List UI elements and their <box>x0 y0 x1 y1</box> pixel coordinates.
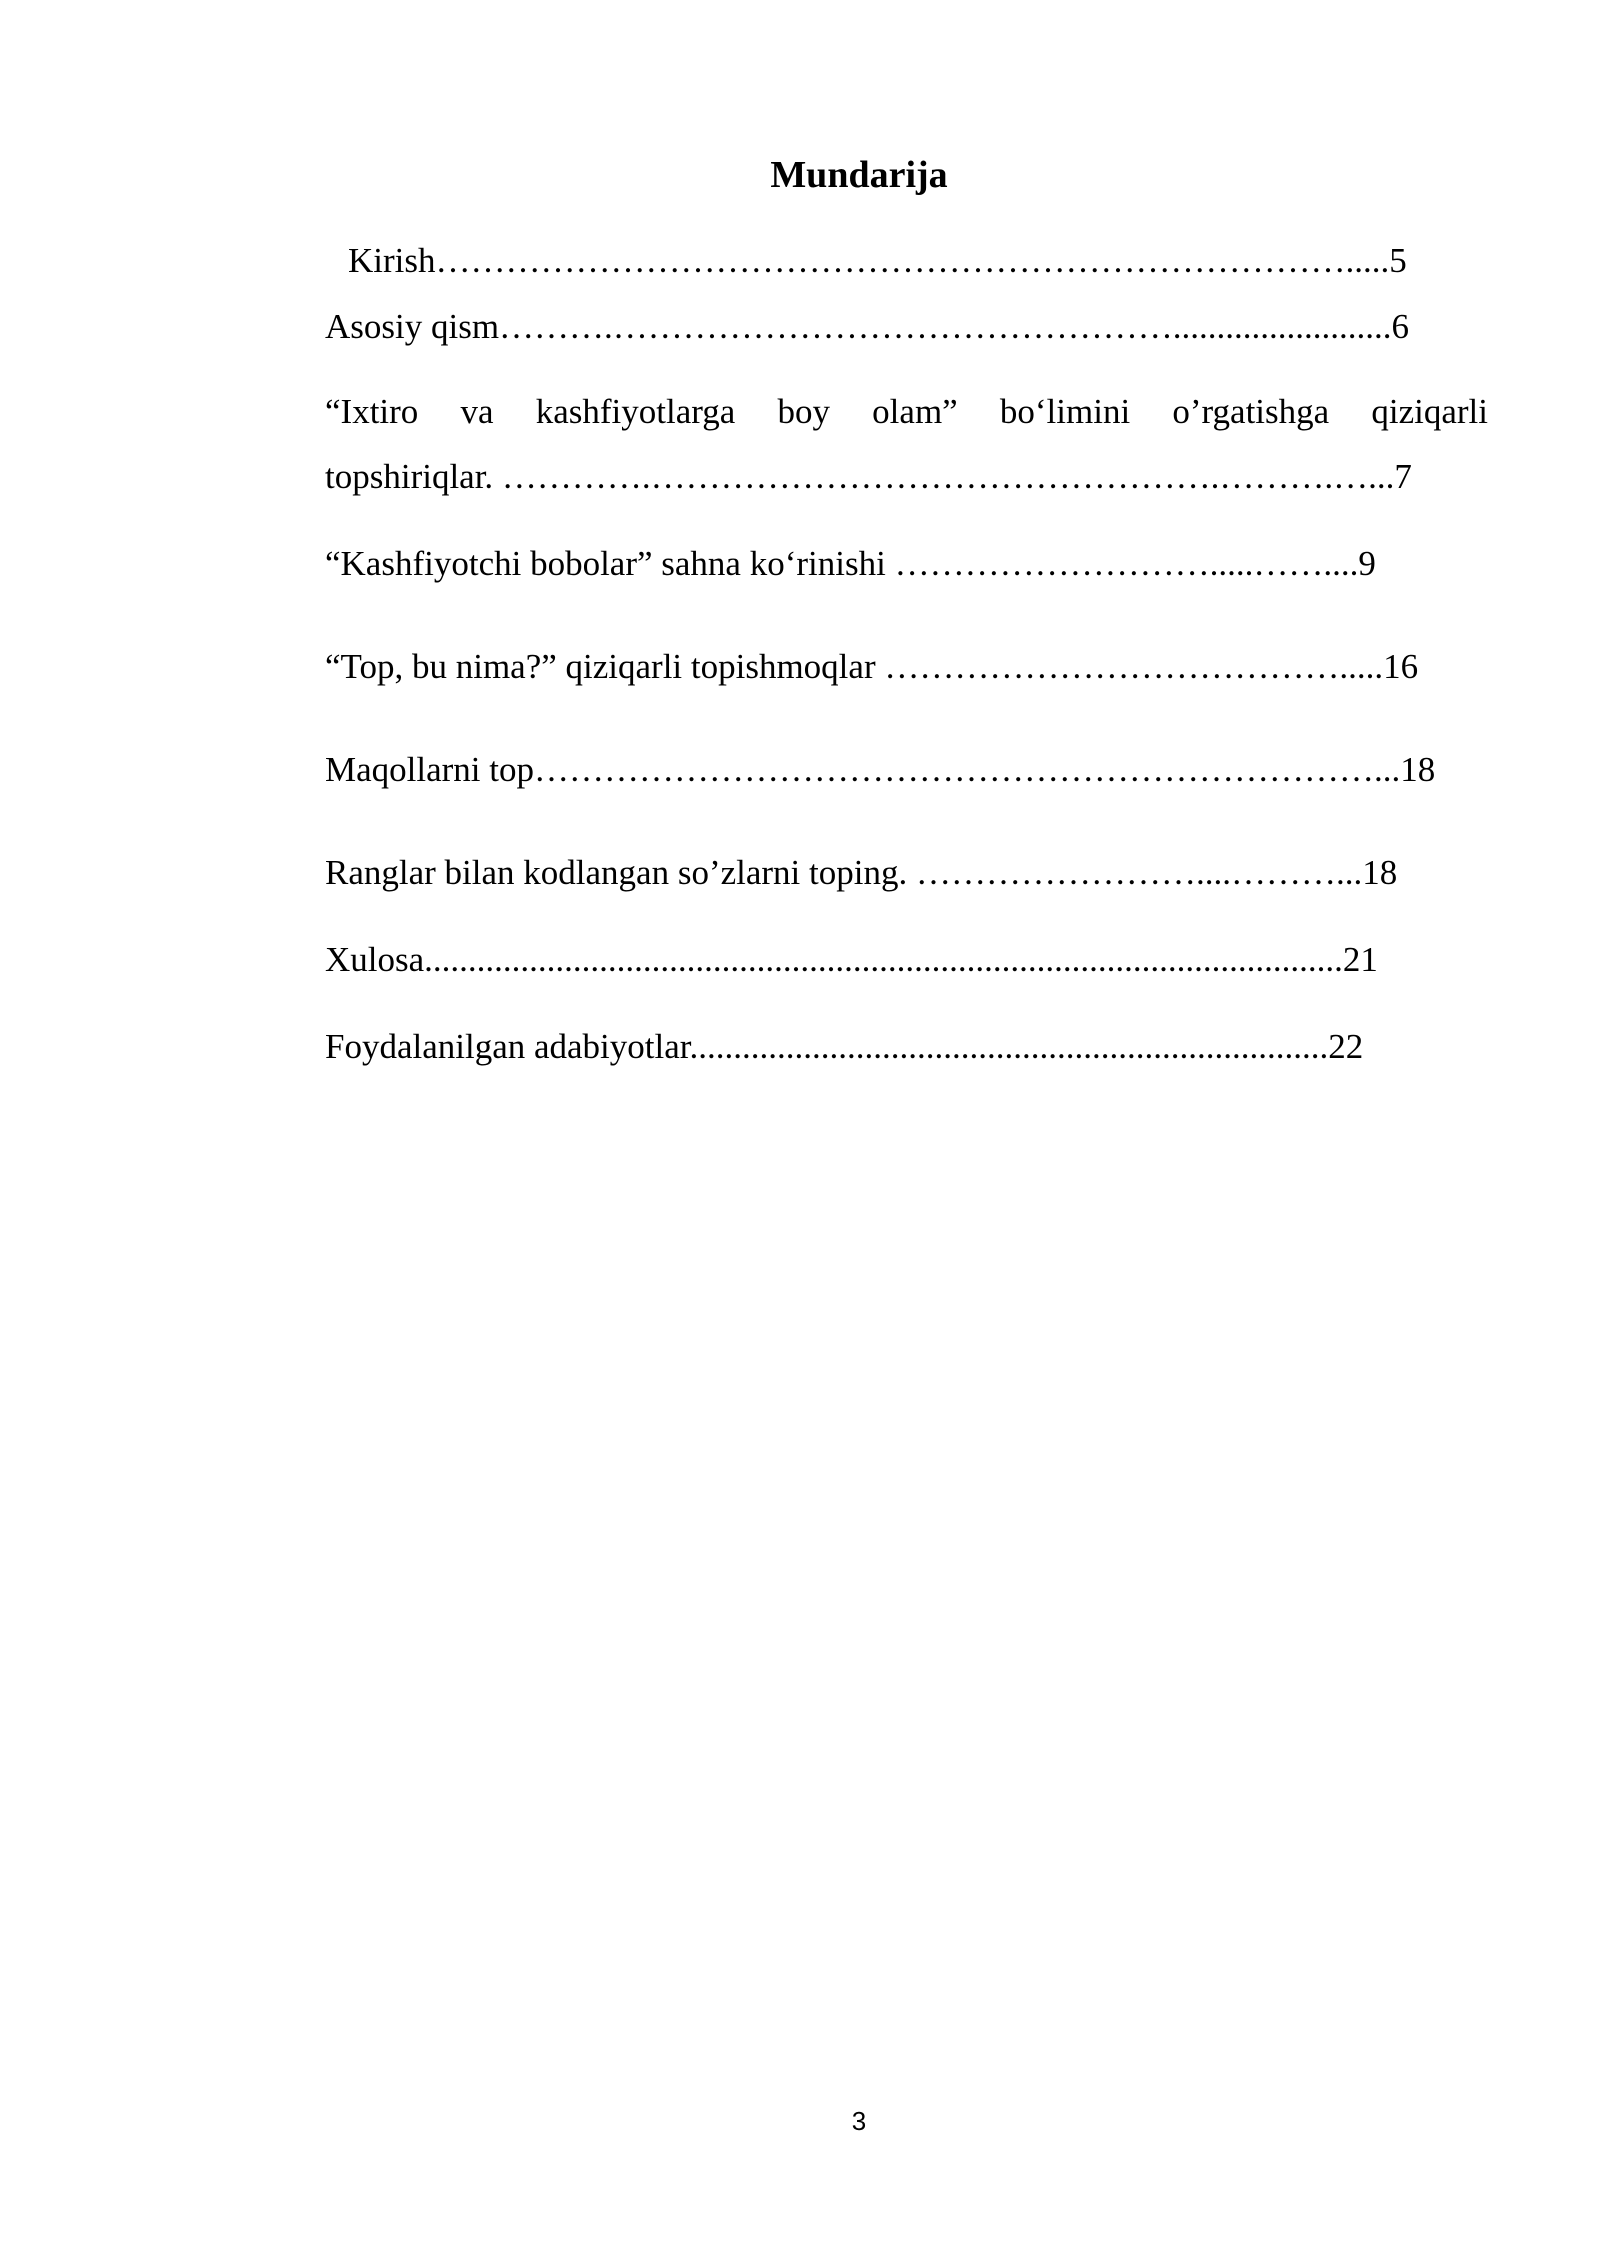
toc-entry-top-bu-nima: “Top, bu nima?” qiziqarli topishmoqlar ………………………………….....16 <box>325 647 1419 686</box>
toc-entry-foydalanilgan-adabiyotlar: Foydalanilgan adabiyotlar.........................................................................22 <box>325 1027 1364 1066</box>
toc-entry-ixtiro-line-1: “Ixtiro va kashfiyotlarga boy olam” bo‘limini o’rgatishga qiziqarli <box>325 392 1488 431</box>
toc-entry-ixtiro-line-2: topshiriqlar. ………….………………………………………….……….…...7 <box>325 457 1412 496</box>
toc-entry-asosiy-qism: Asosiy qism……….………………………………………….........................6 <box>325 307 1410 346</box>
toc-entry-maqollarni-top: Maqollarni top………………………………………………………………...18 <box>325 750 1436 789</box>
page-number: 3 <box>851 2106 867 2136</box>
toc-entry-kashfiyotchi-bobolar: “Kashfiyotchi bobolar” sahna ko‘rinishi ……………………….....……....9 <box>325 544 1376 583</box>
toc-entry-ranglar: Ranglar bilan kodlangan so’zlarni toping. ……………………....………...18 <box>325 853 1398 892</box>
page-title: Mundarija <box>770 154 948 196</box>
toc-entry-xulosa: Xulosa.........................................................................................................21 <box>325 940 1378 979</box>
toc-entry-kirish: Kirish…………………………………………………………………….....5 <box>348 241 1407 280</box>
